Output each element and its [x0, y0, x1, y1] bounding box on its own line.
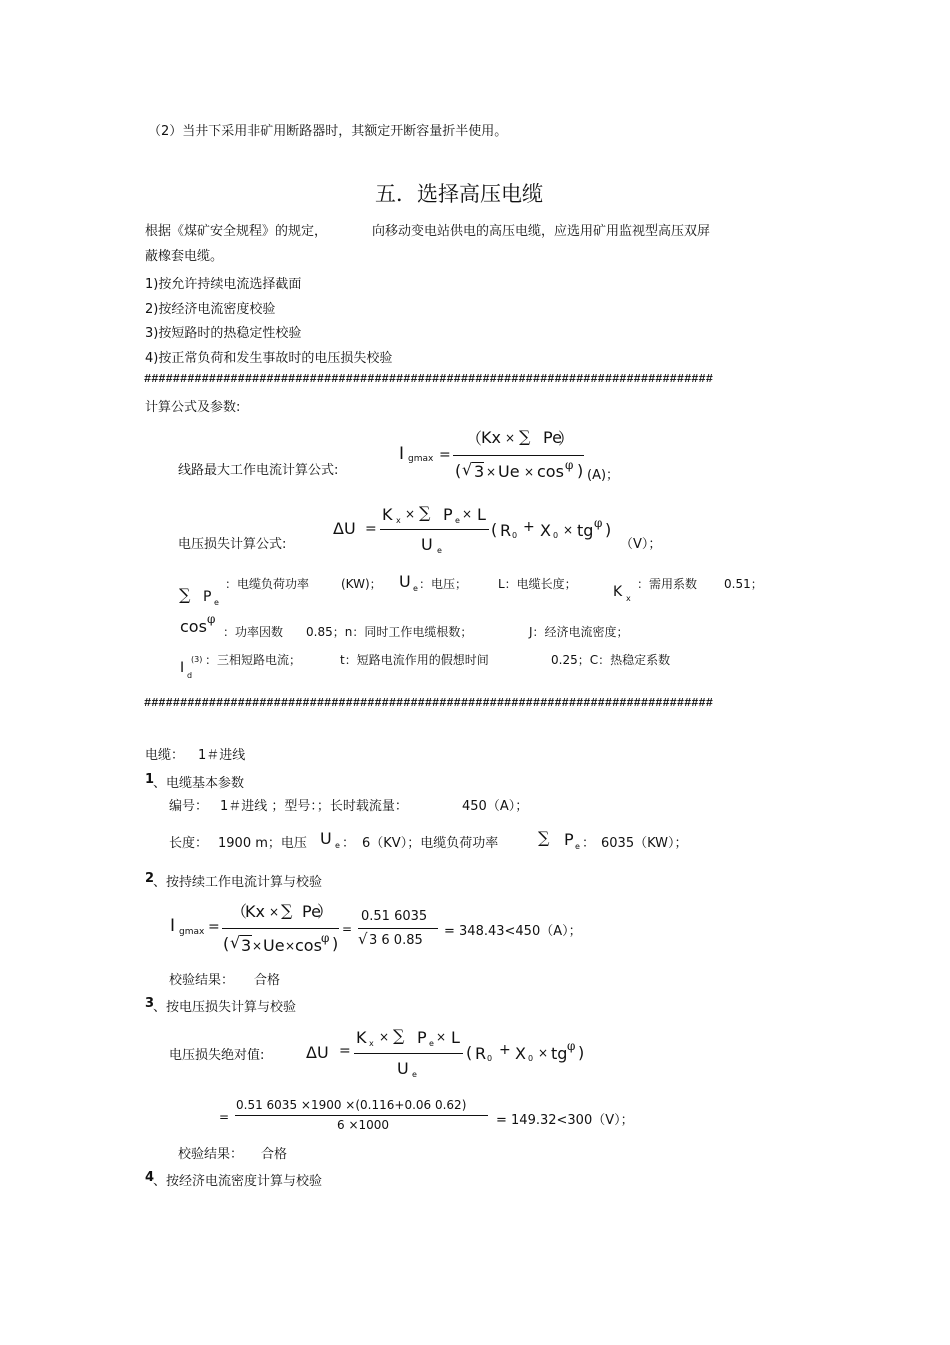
formula-imax-den-ue: Ue	[498, 462, 520, 481]
formula-du-r: R	[500, 521, 512, 540]
step1-line2-p: P	[564, 830, 574, 849]
step3-num-l: L	[451, 1028, 460, 1047]
step3-times3: ×	[538, 1046, 549, 1060]
formula-imax-num-kx: Kx	[481, 428, 501, 447]
step2-num-sigma: ∑	[281, 901, 293, 920]
formula-du-num-sigma: ∑	[419, 503, 431, 522]
formula-imax-den-three: 3	[474, 462, 485, 481]
step1-line2-u: U	[320, 829, 332, 848]
step3-r-close: )	[578, 1043, 585, 1062]
step1-line2-b: 1900 m；电压	[218, 836, 307, 851]
step2-eq: =	[208, 919, 220, 935]
step2-result: = 348.43<450（A）；	[444, 924, 582, 939]
step3-den-u: U	[397, 1059, 409, 1078]
step2-num-close: ）	[317, 902, 334, 921]
param-phi: φ	[207, 612, 216, 626]
step3-r: R	[475, 1044, 487, 1063]
param-u: U	[399, 572, 411, 591]
step3-numeric-bar	[235, 1115, 488, 1116]
formula-du-x: X	[540, 521, 551, 540]
step2-den-ue: Ue	[263, 936, 285, 955]
step3-x: X	[515, 1044, 526, 1063]
step3-num-p: P	[417, 1028, 427, 1047]
step3-num-times2: ×	[436, 1030, 447, 1044]
step3-result: = 149.32<300（V）；	[496, 1113, 634, 1128]
formula-imax-den-cos: cos	[537, 462, 564, 481]
step2-fraction-bar	[222, 928, 339, 929]
separator-top: ###############################################################################	[144, 372, 713, 386]
step3-number: 3	[145, 996, 155, 1011]
intro-note: （2）当井下采用非矿用断路器时，其额定开断容量折半使用。	[148, 124, 508, 139]
step3-num-sigma: ∑	[393, 1026, 405, 1045]
para1-part-b: 向移动变电站供电的高压电缆，应选用矿用监视型高压双屏	[372, 224, 711, 239]
param-sigma: ∑	[179, 585, 191, 604]
step3-du: ΔU	[306, 1043, 329, 1062]
step3-check-label: 校验结果：	[178, 1147, 244, 1162]
formula-du-num-k: K	[382, 505, 393, 524]
formula-du-xsub: 0	[553, 531, 559, 540]
step1-line2-usub: e	[335, 841, 340, 850]
param-line2-b: 0.85；n：同时工作电缆根数；	[306, 625, 473, 639]
step3-numeric-denominator: 6 ×1000	[337, 1118, 390, 1132]
formula-du-rsub: 0	[512, 531, 518, 540]
criterion-2: 2)按经济电流密度校验	[145, 302, 276, 317]
step3-rsub: 0	[487, 1054, 493, 1063]
step1-line2-psub: e	[575, 842, 580, 851]
formula-imax-num-pe: Pe	[543, 428, 562, 447]
formula-imax-num-sigma: ∑	[519, 427, 531, 446]
section-title: 五．选择高压电缆	[375, 182, 543, 206]
formula-imax-fraction-bar	[453, 455, 584, 456]
step3-phi: φ	[567, 1039, 576, 1053]
step2-check-label: 校验结果：	[169, 973, 235, 988]
step3-check-result: 合格	[261, 1147, 288, 1162]
step3-xsub: 0	[528, 1054, 534, 1063]
formula-du-label: 电压损失计算公式:	[178, 537, 287, 552]
step3-fraction-bar	[354, 1053, 463, 1054]
formula-imax-den-phi: φ	[565, 458, 574, 472]
param-line1-f: 0.51；	[724, 577, 763, 591]
criterion-1: 1)按允许持续电流选择截面	[145, 277, 302, 292]
step1-line1-b: 1＃进线 ；型号：；长时载流量：	[220, 799, 408, 814]
step2-numeric-sqrt-icon: √	[358, 930, 368, 948]
step1-line2-d: 6（KV）；电缆负荷功率	[362, 836, 499, 851]
step1-line1-a: 编号：	[169, 799, 209, 814]
step1-line2-e: ：	[582, 836, 596, 851]
param-k: K	[613, 584, 623, 600]
step2-check-result: 合格	[254, 973, 281, 988]
formula-du-r-close: )	[605, 520, 612, 539]
formula-du-num-times2: ×	[462, 507, 473, 521]
formula-imax-num-times: ×	[505, 431, 516, 445]
para1-part-c: 蔽橡套电缆。	[145, 249, 224, 264]
param-ksub: x	[626, 594, 631, 603]
step3-numeric-numerator: 0.51 6035 ×1900 ×(0.116+0.06 0.62)	[236, 1098, 467, 1112]
step2-eq2: =	[342, 922, 353, 936]
step2-sqrt-icon: √	[230, 933, 241, 952]
param-line1-a: ：电缆负荷功率	[225, 577, 310, 591]
criterion-4: 4)按正常负荷和发生事故时的电压损失校验	[145, 351, 393, 366]
param-line3-a: ：三相短路电流；	[205, 653, 302, 667]
param-line2-c: J：经济电流密度；	[529, 625, 629, 639]
step3-num-ksub: x	[369, 1039, 374, 1048]
formula-du-den-u: U	[421, 535, 433, 554]
step2-den-times2: ×	[285, 939, 296, 953]
step3-title: 、按电压损失计算与校验	[153, 1000, 297, 1015]
formula-du-eq: =	[365, 521, 377, 537]
formula-imax-den-open: (	[455, 461, 462, 480]
formula-imax-unit: (A)；	[587, 468, 620, 483]
step2-den-open: (	[223, 934, 230, 953]
step1-line2-f: 6035（KW）；	[601, 836, 688, 851]
step3-den-usub: e	[412, 1070, 417, 1079]
step3-num-k: K	[356, 1028, 367, 1047]
step2-number: 2	[145, 871, 155, 886]
step2-i: I	[170, 916, 176, 936]
step2-numeric-bar	[358, 928, 438, 929]
formula-imax-i: I	[399, 444, 405, 464]
formula-imax-den-times1: ×	[486, 465, 497, 479]
cable-name: 1＃进线	[198, 748, 246, 763]
formula-du-num-psub: e	[455, 516, 460, 525]
criterion-3: 3)按短路时的热稳定性校验	[145, 326, 302, 341]
formula-du-den-usub: e	[437, 546, 442, 555]
formula-imax-sqrt-icon: √	[462, 460, 473, 479]
formula-imax-den-times2: ×	[524, 465, 535, 479]
step2-num-open: （	[231, 902, 248, 921]
param-usub: e	[413, 584, 418, 593]
param-line1-e: ：需用系数	[637, 577, 698, 591]
formula-du-num-times1: ×	[405, 507, 416, 521]
formula-heading: 计算公式及参数:	[145, 400, 241, 415]
step1-title: 、电缆基本参数	[153, 776, 245, 791]
separator-bottom: ###############################################################################	[144, 696, 713, 710]
step4-title: 、按经济电流密度计算与校验	[153, 1174, 323, 1189]
step1-line1-c: 450（A）；	[462, 799, 529, 814]
formula-du-times3: ×	[563, 523, 574, 537]
step2-den-phi: φ	[321, 931, 330, 945]
step2-num-times: ×	[269, 905, 280, 919]
step3-r-open: (	[466, 1043, 473, 1062]
step1-line2-c: ：	[342, 836, 356, 851]
formula-imax-num-close: ）	[558, 429, 575, 448]
formula-imax-num-open: （	[466, 429, 483, 448]
step3-num-psub: e	[429, 1039, 434, 1048]
param-psub: e	[214, 598, 219, 607]
formula-du-symbol: ΔU	[333, 519, 356, 538]
step2-den-times1: ×	[252, 939, 263, 953]
formula-imax-eq: =	[439, 447, 451, 463]
param-line1-c: ：电压；	[419, 577, 468, 591]
param-p: P	[203, 589, 212, 605]
step3-eq: =	[339, 1043, 351, 1059]
step3-num-times1: ×	[379, 1030, 390, 1044]
formula-du-num-l: L	[477, 505, 486, 524]
step1-number: 1	[145, 772, 155, 787]
step2-title: 、按持续工作电流计算与校验	[153, 875, 323, 890]
formula-du-plus: +	[523, 519, 535, 535]
formula-du-r-open: (	[491, 520, 498, 539]
formula-imax-sub: gmax	[408, 454, 434, 464]
step2-den-three: 3	[241, 936, 252, 955]
step4-number: 4	[145, 1170, 155, 1185]
para1-part-a: 根据《煤矿安全规程》的规定，	[145, 224, 328, 239]
param-cos: cos	[180, 617, 207, 636]
step2-den-cos: cos	[295, 936, 322, 955]
step2-num-kx: Kx	[245, 902, 265, 921]
param-id: I	[180, 660, 185, 676]
formula-du-unit: （V）；	[620, 537, 662, 552]
formula-imax-den-close: )	[577, 461, 584, 480]
formula-du-num-ksub: x	[396, 516, 401, 525]
cable-label: 电缆：	[145, 748, 185, 763]
step2-num-pe: Pe	[302, 902, 321, 921]
param-line1-b: (KW)；	[341, 577, 382, 591]
step3-eq2: =	[219, 1110, 230, 1124]
param-line2-a: ：功率因数	[223, 625, 284, 639]
param-line1-d: L：电缆长度；	[498, 577, 577, 591]
param-idsup: (3)	[191, 655, 203, 664]
step2-den-close: )	[332, 934, 339, 953]
param-idsub: d	[187, 671, 193, 680]
step3-label: 电压损失绝对值:	[169, 1048, 265, 1063]
step1-line2-a: 长度：	[169, 836, 209, 851]
step3-tg: tg	[551, 1044, 568, 1063]
formula-du-tg: tg	[577, 521, 594, 540]
formula-du-fraction-bar	[380, 529, 489, 530]
param-line3-c: 0.25；C：热稳定系数	[551, 653, 671, 667]
formula-du-phi: φ	[594, 516, 603, 530]
step3-plus: +	[499, 1042, 511, 1058]
formula-du-num-p: P	[443, 505, 453, 524]
step2-numeric-numerator: 0.51 6035	[361, 909, 428, 924]
param-line3-b: t：短路电流作用的假想时间	[340, 653, 489, 667]
formula-imax-label: 线路最大工作电流计算公式:	[178, 463, 339, 478]
step2-numeric-denominator: 3 6 0.85	[369, 933, 423, 948]
step2-sub: gmax	[179, 927, 205, 937]
step1-line2-sigma: ∑	[538, 828, 550, 847]
